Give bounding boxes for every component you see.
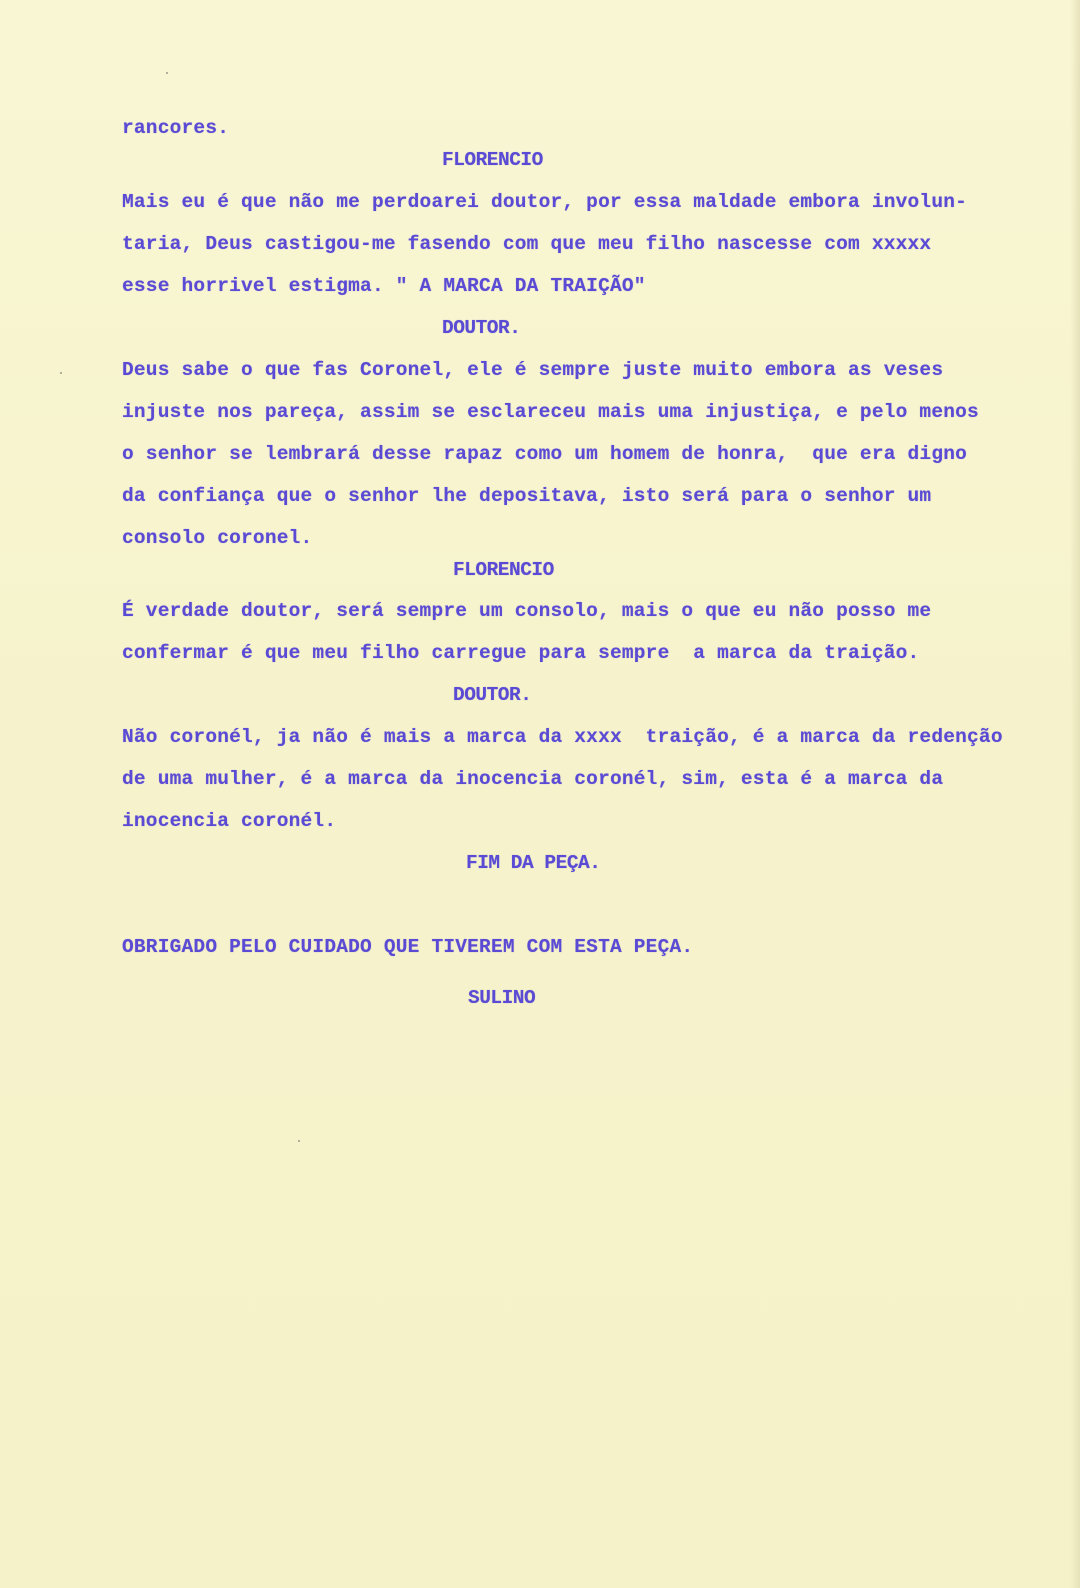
author-signature: SULINO [468, 987, 536, 1009]
script-line: Mais eu é que não me perdoarei doutor, por essa maldade embora involun- [122, 191, 968, 213]
paper-speck [166, 72, 168, 74]
script-line: o senhor se lembrará desse rapaz como um homem de honra, que era digno [122, 443, 968, 465]
closing-note: OBRIGADO PELO CUIDADO QUE TIVEREM COM ESTA PEÇA. [122, 936, 694, 958]
speaker-name: DOUTOR. [453, 684, 532, 706]
speaker-name: DOUTOR. [442, 317, 521, 339]
script-line: É verdade doutor, será sempre um consolo, mais o que eu não posso me [122, 600, 932, 622]
script-line: Deus sabe o que fas Coronel, ele é sempre juste muito embora as veses [122, 359, 944, 381]
script-line: confermar é que meu filho carregue para sempre a marca da traição. [122, 642, 920, 664]
script-line: Não coronél, ja não é mais a marca da xxxx traição, é a marca da redenção [122, 726, 1003, 748]
speaker-name: FLORENCIO [453, 559, 554, 581]
script-line: injuste nos pareça, assim se esclareceu mais uma injustiça, e pelo menos [122, 401, 979, 423]
script-line: de uma mulher, é a marca da inocencia coronél, sim, esta é a marca da [122, 768, 944, 790]
speaker-name: FLORENCIO [442, 149, 543, 171]
script-line: esse horrivel estigma. " A MARCA DA TRAIÇÃO" [122, 275, 646, 297]
script-line: rancores. [122, 117, 230, 139]
end-of-play: FIM DA PEÇA. [466, 852, 601, 874]
script-line: inocencia coronél. [122, 810, 337, 832]
paper-speck [298, 1140, 300, 1142]
page-edge-shadow [1070, 0, 1080, 1588]
script-line: da confiança que o senhor lhe depositava, isto será para o senhor um [122, 485, 932, 507]
script-line: taria, Deus castigou-me fasendo com que meu filho nascesse com xxxxx [122, 233, 932, 255]
script-line: consolo coronel. [122, 527, 313, 549]
paper-speck [60, 372, 62, 374]
